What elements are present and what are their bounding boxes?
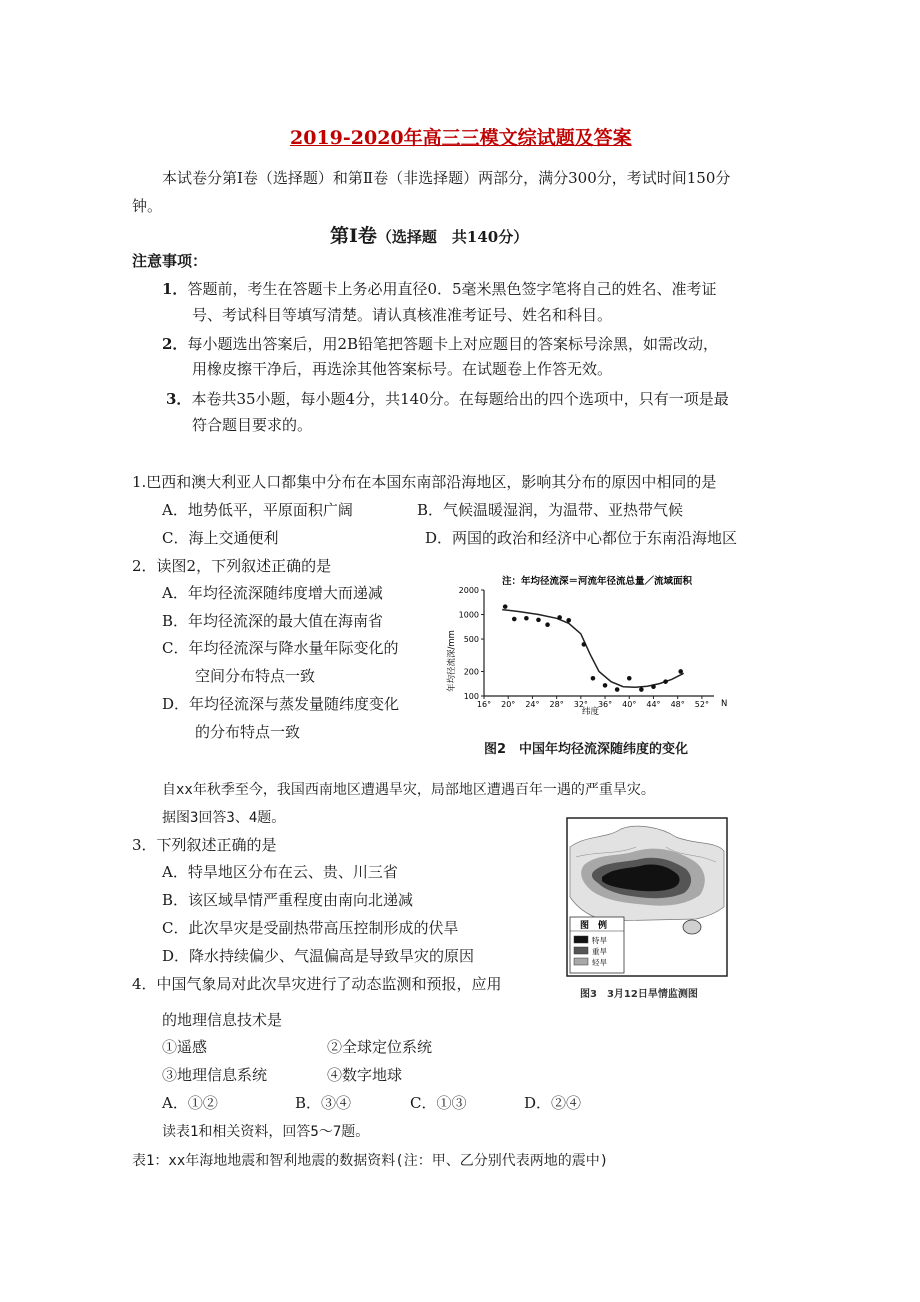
chart-data-point	[627, 676, 632, 681]
chart-data-point	[524, 616, 529, 621]
chart-data-point	[566, 618, 571, 623]
chart-y-tick-label: 100	[463, 692, 479, 701]
chart-y-tick-label: 2000	[458, 586, 479, 595]
intro-q3-4-line-1: 自xx年秋季至今，我国西南地区遭遇旱灾，局部地区遭遇百年一遇的严重旱灾。	[162, 782, 655, 798]
q2-option-a: A．年均径流深随纬度增大而递减	[162, 584, 383, 602]
section-title-main: 第Ⅰ卷	[330, 225, 377, 247]
intro-q5-7: 读表1和相关资料，回答5～7题。	[162, 1124, 370, 1140]
chart-data-point	[663, 679, 668, 684]
chart-data-point	[582, 642, 587, 647]
legend-swatch	[574, 947, 588, 954]
doc-title: 2019-2020年高三三模文综试题及答案	[290, 127, 632, 149]
figure-3-caption: 图3 3月12日旱情监测图	[580, 989, 698, 1000]
chart-x-tick-label: 48°	[670, 700, 685, 709]
notice-1-line-2: 号、考试科目等填写清楚。请认真核准准考证号、姓名和科目。	[192, 306, 613, 324]
intro-line-2: 钟。	[132, 197, 163, 215]
q1-option-d: D．两国的政治和经济中心都位于东南沿海地区	[425, 529, 738, 547]
q4-item-3: ③地理信息系统	[162, 1066, 268, 1084]
q4-item-4: ④数字地球	[327, 1066, 403, 1084]
notice-text: 答题前，考生在答题卡上务必用直径0．5毫米黑色签字笔将自己的姓名、准考证	[187, 280, 717, 298]
chart-x-tick-label: 24°	[525, 700, 540, 709]
figure-3-drought-map	[566, 817, 728, 977]
q1-option-a: A．地势低平，平原面积广阔	[162, 501, 353, 519]
q1-option-b: B．气候温暖湿润，为温带、亚热带气候	[417, 501, 684, 519]
q2-option-d: D．年均径流深与蒸发量随纬度变化	[162, 695, 400, 713]
q2-option-c: C．年均径流深与降水量年际变化的	[162, 639, 399, 657]
q2-stem: 2．读图2，下列叙述正确的是	[132, 557, 332, 575]
q4-option-d: D．②④	[524, 1094, 582, 1112]
notice-3	[166, 389, 729, 409]
chart-data-point	[512, 617, 517, 622]
chart-y-tick-label: 1000	[458, 610, 479, 620]
chart-data-point	[536, 618, 541, 623]
chart-data-point	[503, 604, 508, 609]
chart-data-point	[557, 615, 562, 620]
q3-stem: 3．下列叙述正确的是	[132, 836, 277, 854]
chart-data-point	[603, 683, 608, 688]
q3-option-b: B．该区域旱情严重程度由南向北递减	[162, 891, 414, 909]
notice-text: 每小题选出答案后，用2B铅笔把答题卡上对应题目的答案标号涂黑，如需改动，	[187, 335, 719, 353]
chart-data-point	[651, 684, 656, 689]
chart-data-point	[545, 622, 550, 627]
chart-x-tick-label: 16°	[476, 700, 492, 709]
section-title-sub: （选择题 共140分）	[376, 228, 529, 246]
q4-item-2: ②全球定位系统	[327, 1038, 433, 1056]
notice-heading: 注意事项：	[132, 252, 208, 270]
legend-swatch	[574, 958, 588, 965]
intro-q3-4-line-2: 据图3回答3、4题。	[162, 810, 286, 826]
chart-x-tick-label: 40°	[622, 700, 637, 709]
chart-x-tick-label: 32°	[573, 700, 588, 709]
chart-y-tick-label: 200	[463, 667, 479, 677]
chart-x-tick-label: 52°	[694, 700, 709, 709]
q3-option-d: D．降水持续偏少、气温偏高是导致旱灾的原因	[162, 947, 475, 965]
chart-data-point	[639, 687, 644, 692]
notice-1	[162, 279, 717, 299]
q2-option-d-cont: 的分布特点一致	[195, 723, 301, 741]
legend-label: 重旱	[592, 947, 607, 956]
chart-data-point	[591, 676, 596, 681]
q1-option-c: C．海上交通便利	[162, 529, 279, 547]
chart-x-end-label: N	[721, 699, 728, 709]
q4-option-a: A．①②	[162, 1094, 218, 1112]
notice-text: 本卷共35小题，每小题4分，共140分。在每题给出的四个选项中，只有一项是最	[191, 390, 729, 408]
notice-number: 1．	[162, 280, 188, 298]
chart-x-tick-label: 28°	[549, 700, 564, 709]
figure-2-caption: 图2 中国年均径流深随纬度的变化	[484, 742, 689, 757]
q4-stem-cont: 的地理信息技术是	[162, 1011, 283, 1029]
notice-number: 3．	[166, 390, 192, 408]
q4-item-1: ①遥感	[162, 1038, 208, 1056]
chart-note: 注：年均径流深＝河流年径流总量／流域面积	[502, 576, 693, 587]
chart-trend-curve	[502, 610, 684, 688]
legend-label: 特旱	[592, 936, 607, 945]
notice-number: 2．	[162, 335, 188, 353]
chart-plot	[459, 586, 714, 709]
chart-x-tick-label: 20°	[501, 700, 516, 709]
hainan-island	[683, 920, 701, 934]
chart-y-tick-label: 500	[463, 635, 479, 645]
notice-3-line-2: 符合题目要求的。	[192, 416, 313, 434]
q4-option-c: C．①③	[410, 1094, 467, 1112]
q4-stem: 4．中国气象局对此次旱灾进行了动态监测和预报，应用	[132, 975, 502, 993]
intro-line-1: 本试卷分第Ⅰ卷（选择题）和第Ⅱ卷（非选择题）两部分，满分300分，考试时间150分	[162, 169, 731, 187]
chart-data-point	[678, 669, 683, 674]
chart-xlabel: 纬度	[582, 707, 600, 717]
chart-data-point	[615, 687, 620, 692]
notice-2	[162, 334, 718, 354]
notice-2-line-2: 用橡皮擦干净后，再选涂其他答案标号。在试题卷上作答无效。	[192, 360, 613, 378]
section-title	[330, 221, 528, 248]
q3-option-a: A．特旱地区分布在云、贵、川三省	[162, 863, 398, 881]
q2-option-c-cont: 空间分布特点一致	[195, 667, 316, 685]
table-1-caption: 表1：xx年海地地震和智利地震的数据资料(注：甲、乙分别代表两地的震中)	[132, 1153, 609, 1169]
chart-ylabel: 年均径流深/mm	[447, 630, 457, 692]
legend-label: 轻旱	[592, 958, 607, 967]
legend-swatch	[574, 936, 588, 943]
q1-stem: 1.巴西和澳大利亚人口都集中分布在本国东南部沿海地区，影响其分布的原因中相同的是	[132, 473, 717, 491]
q2-option-b: B．年均径流深的最大值在海南省	[162, 612, 384, 630]
q3-option-c: C．此次旱灾是受副热带高压控制形成的伏旱	[162, 919, 459, 937]
q4-option-b: B．③④	[295, 1094, 352, 1112]
chart-x-tick-label: 36°	[597, 700, 613, 709]
legend-title: 图 例	[580, 921, 608, 931]
chart-x-tick-label: 44°	[646, 700, 661, 709]
